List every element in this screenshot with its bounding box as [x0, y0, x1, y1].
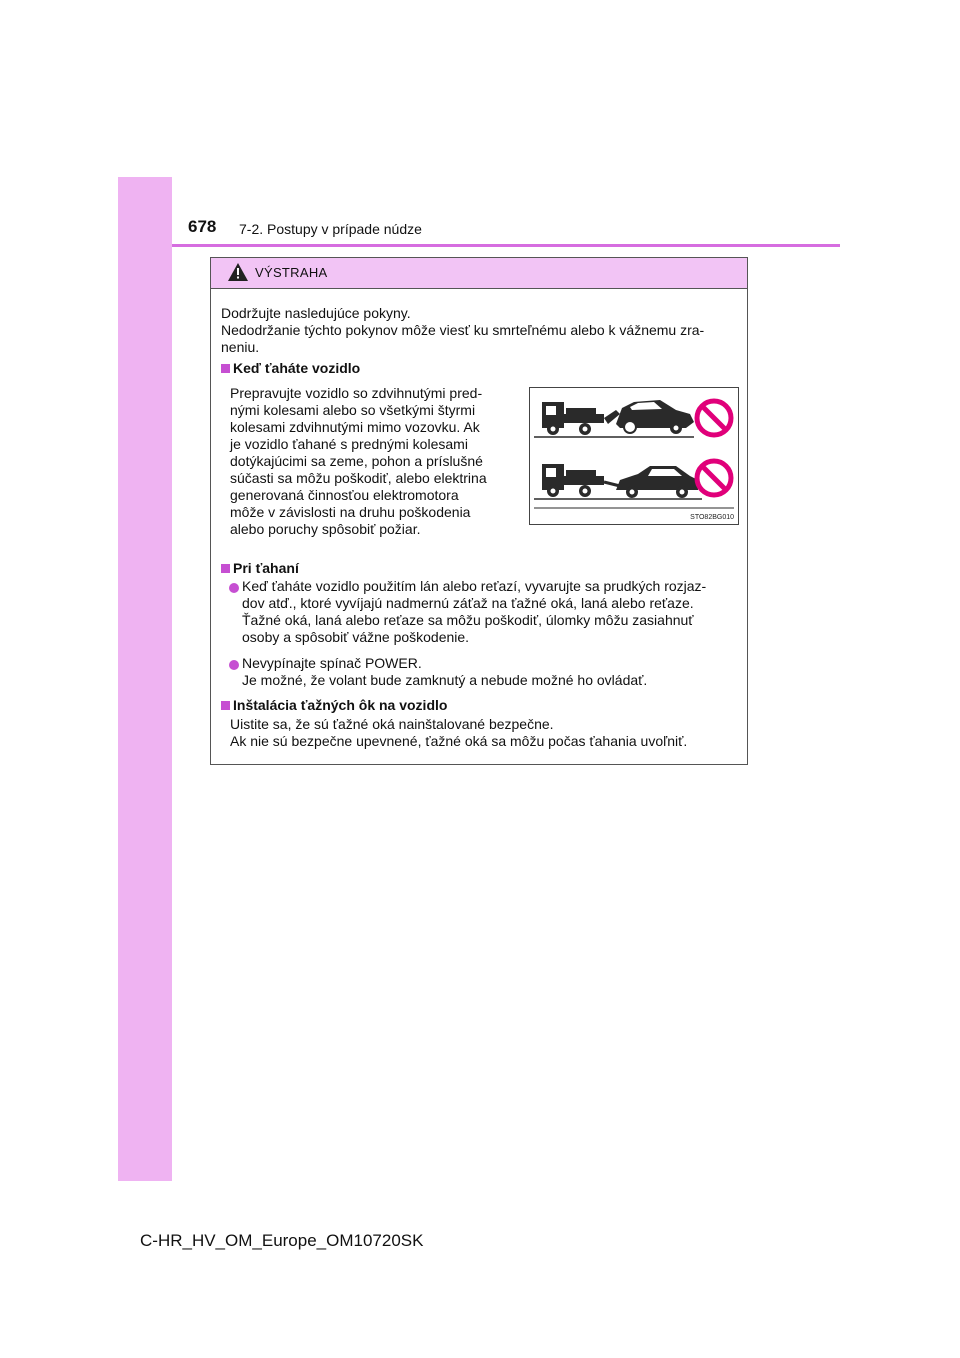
tow-truck-bottom: [542, 464, 620, 497]
section-marker: [221, 564, 230, 573]
text-line: môže v závislosti na druhu poškodenia: [230, 504, 471, 520]
towing-illustration: [529, 387, 739, 525]
text-line: Nevypínajte spínač POWER.: [242, 655, 422, 671]
text-line: dotýkajúcimi sa zeme, pohon a príslušné: [230, 453, 483, 469]
document-code: C-HR_HV_OM_Europe_OM10720SK: [140, 1231, 424, 1250]
text-line: Je možné, že volant bude zamknutý a nebude možné ho ovládať.: [242, 672, 648, 688]
tow-truck-top: [542, 402, 620, 435]
text-line: alebo poruchy spôsobiť požiar.: [230, 521, 421, 537]
bullet-paragraph-1: [242, 578, 742, 646]
section-heading-towing: Keď ťaháte vozidlo: [233, 360, 361, 376]
warning-title: VÝSTRAHA: [255, 265, 328, 280]
section-title: 7-2. Postupy v prípade núdze: [239, 221, 422, 237]
intro-line-2: Nedodržanie týchto pokynov môže viesť ku smrteľnému alebo k vážnemu zra-: [221, 322, 705, 338]
section-heading-during-towing: Pri ťahaní: [233, 560, 299, 576]
intro-line-3: neniu.: [221, 339, 260, 355]
section-heading-tow-eyes: Inštalácia ťažných ôk na vozidlo: [233, 697, 448, 713]
bullet-dot: [229, 660, 239, 670]
text-line: Keď ťaháte vozidlo použitím lán alebo reťazí, vyvarujte sa prudkých rozjaz-: [242, 578, 707, 594]
page-number: 678: [188, 217, 217, 236]
bullet-paragraph-2: [242, 655, 742, 689]
tow-truck-graphic: [530, 388, 738, 524]
towing-paragraph: [230, 385, 516, 538]
text-line: generovaná činnosťou elektromotora: [230, 487, 459, 503]
section-marker: [221, 364, 230, 373]
text-line: Prepravujte vozidlo so zdvihnutými pred-: [230, 385, 483, 401]
warning-box: [210, 257, 748, 765]
warning-header: [211, 258, 747, 289]
bullet-dot: [229, 583, 239, 593]
warning-triangle-icon: [228, 263, 248, 281]
text-line: nými kolesami alebo so všetkými štyrmi: [230, 402, 476, 418]
text-line: osoby a spôsobiť vážne poškodenie.: [242, 629, 470, 645]
text-line: kolesami zdvihnutými mimo vozovku. Ak: [230, 419, 480, 435]
side-tab-band: [118, 177, 172, 1181]
text-line: Ak nie sú bezpečne upevnené, ťažné oká sa môžu počas ťahania uvoľniť.: [230, 733, 688, 749]
intro-line-1: Dodržujte nasledujúce pokyny.: [221, 305, 411, 321]
text-line: Uistite sa, že sú ťažné oká nainštalované bezpečne.: [230, 716, 554, 732]
text-line: dov atď., ktoré vyvíjajú nadmernú záťaž na ťažné oká, laná alebo reťaze.: [242, 595, 694, 611]
header-rule: [172, 244, 840, 247]
section-marker: [221, 701, 230, 710]
figure-code: STO82BG010: [690, 514, 734, 521]
towed-car-top: [616, 400, 694, 434]
towed-car-bottom: [616, 466, 698, 498]
prohibition-icon: [697, 401, 731, 435]
text-line: je vozidlo ťahané s prednými kolesami: [230, 436, 468, 452]
text-line: Ťažné oká, laná alebo reťaze sa môžu poškodiť, úlomky môžu zasiahnuť: [242, 612, 694, 628]
prohibition-icon: [697, 461, 731, 495]
text-line: súčasti sa môžu poškodiť, alebo elektrina: [230, 470, 487, 486]
